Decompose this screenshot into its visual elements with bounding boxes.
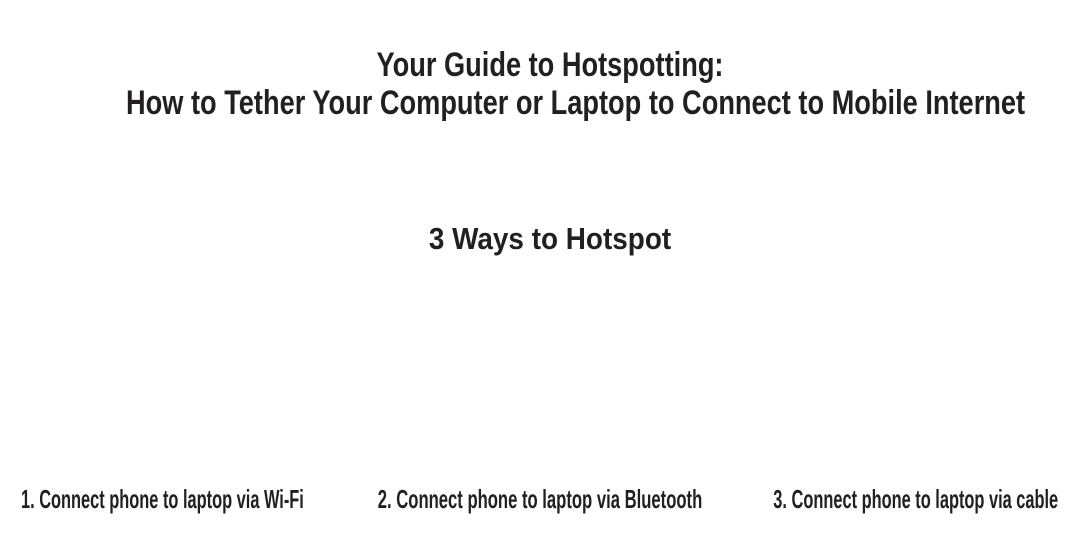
method-caption-cable: 3. Connect phone to laptop via cable	[773, 484, 1058, 514]
page-title-line-1: Your Guide to Hotspotting:	[376, 46, 724, 84]
section-heading: 3 Ways to Hotspot	[428, 221, 672, 256]
page-title-line-2: How to Tether Your Computer or Laptop to Connect to Mobile Internet	[126, 84, 1026, 122]
method-caption-bluetooth: 2. Connect phone to laptop via Bluetooth	[377, 484, 703, 514]
method-caption-wifi: 1. Connect phone to laptop via Wi-Fi	[21, 484, 304, 514]
page-title	[20, 46, 1080, 122]
